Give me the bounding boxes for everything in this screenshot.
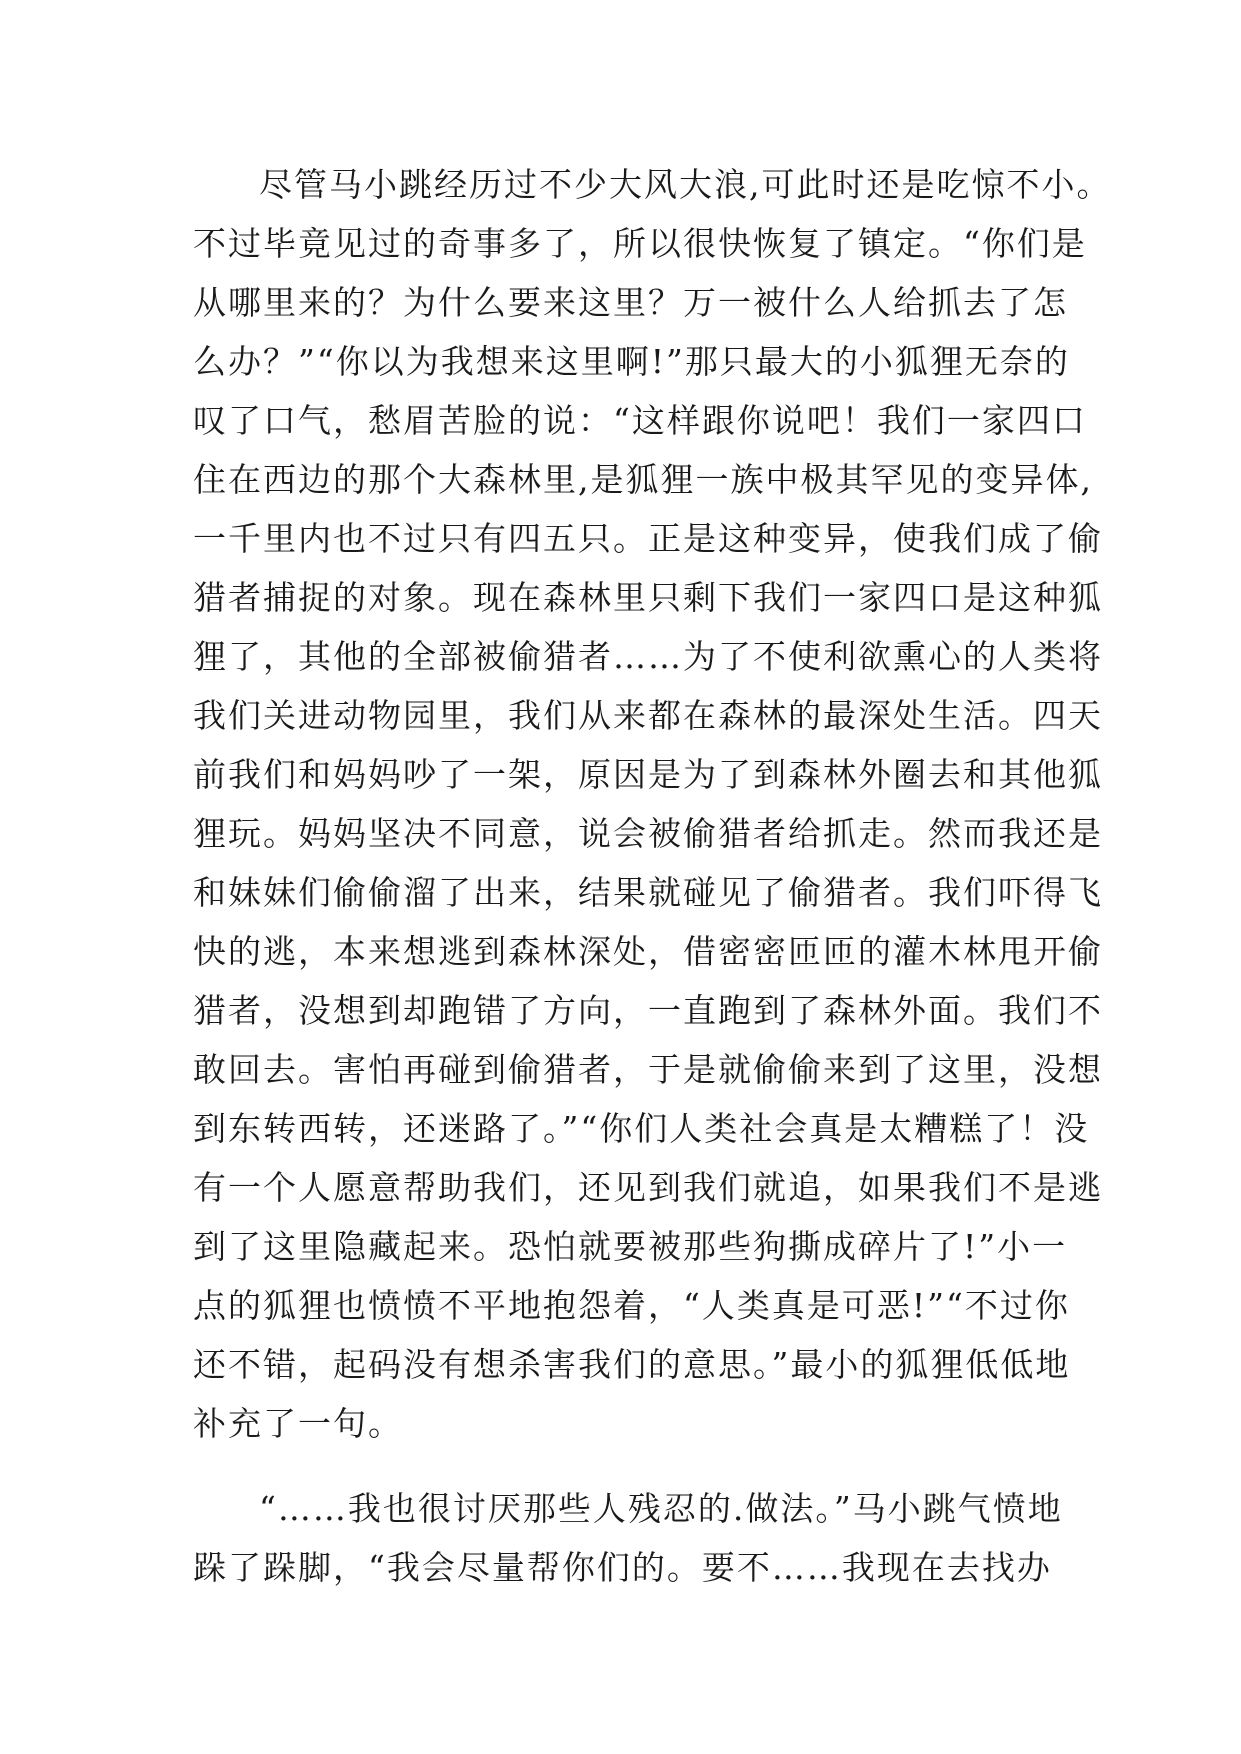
text-line: 狸玩。妈妈坚决不同意，说会被偷猎者给抓走。然而我还是 (193, 814, 1103, 853)
text-line: 到了这里隐藏起来。恐怕就要被那些狗撕成碎片了!”小一 (193, 1227, 1068, 1266)
text-line: 么办？”“你以为我想来这里啊!”那只最大的小狐狸无奈的 (193, 342, 1070, 381)
paragraph-1 (193, 155, 1112, 1453)
paragraph-spacer (193, 1453, 1093, 1479)
text-line: “……我也很讨厌那些人残忍的.做法。”马小跳气愤地 (259, 1489, 1063, 1528)
paragraph-2 (193, 1479, 1093, 1597)
text-line: 有一个人愿意帮助我们，还见到我们就追，如果我们不是逃 (193, 1168, 1103, 1207)
text-line: 快的逃，本来想逃到森林深处，借密密匝匝的灌木林甩开偷 (193, 932, 1103, 971)
text-line: 点的狐狸也愤愤不平地抱怨着，“人类真是可恶!”“不过你 (193, 1286, 1070, 1325)
text-line: 前我们和妈妈吵了一架，原因是为了到森林外圈去和其他狐 (193, 755, 1103, 794)
text-line: 猎者，没想到却跑错了方向，一直跑到了森林外面。我们不 (193, 991, 1103, 1030)
text-line: 不过毕竟见过的奇事多了，所以很快恢复了镇定。“你们是 (193, 224, 1087, 263)
text-line: 从哪里来的？为什么要来这里？万一被什么人给抓去了怎 (193, 283, 1068, 322)
text-line: 敢回去。害怕再碰到偷猎者，于是就偷偷来到了这里，没想 (193, 1050, 1103, 1089)
text-line: 到东转西转，还迷路了。”“你们人类社会真是太糟糕了！没 (193, 1109, 1090, 1148)
text-line: 一千里内也不过只有四五只。正是这种变异，使我们成了偷 (193, 519, 1103, 558)
text-line: 跺了跺脚，“我会尽量帮你们的。要不……我现在去找办 (193, 1548, 1052, 1587)
text-line: 狸了，其他的全部被偷猎者……为了不使利欲熏心的人类将 (193, 637, 1103, 676)
text-line: 尽管马小跳经历过不少大风大浪,可此时还是吃惊不小。 (259, 165, 1112, 204)
text-line: 还不错，起码没有想杀害我们的意思。”最小的狐狸低低地 (193, 1345, 1071, 1384)
text-line: 我们关进动物园里，我们从来都在森林的最深处生活。四天 (193, 696, 1103, 735)
text-line: 住在西边的那个大森林里,是狐狸一族中极其罕见的变异体, (193, 460, 1093, 499)
text-line: 补充了一句。 (193, 1404, 403, 1443)
body-text (193, 155, 1112, 1597)
text-line: 叹了口气，愁眉苦脸的说：“这样跟你说吧！我们一家四口 (193, 401, 1087, 440)
text-line: 和妹妹们偷偷溜了出来，结果就碰见了偷猎者。我们吓得飞 (193, 873, 1103, 912)
text-line: 猎者捕捉的对象。现在森林里只剩下我们一家四口是这种狐 (193, 578, 1103, 617)
